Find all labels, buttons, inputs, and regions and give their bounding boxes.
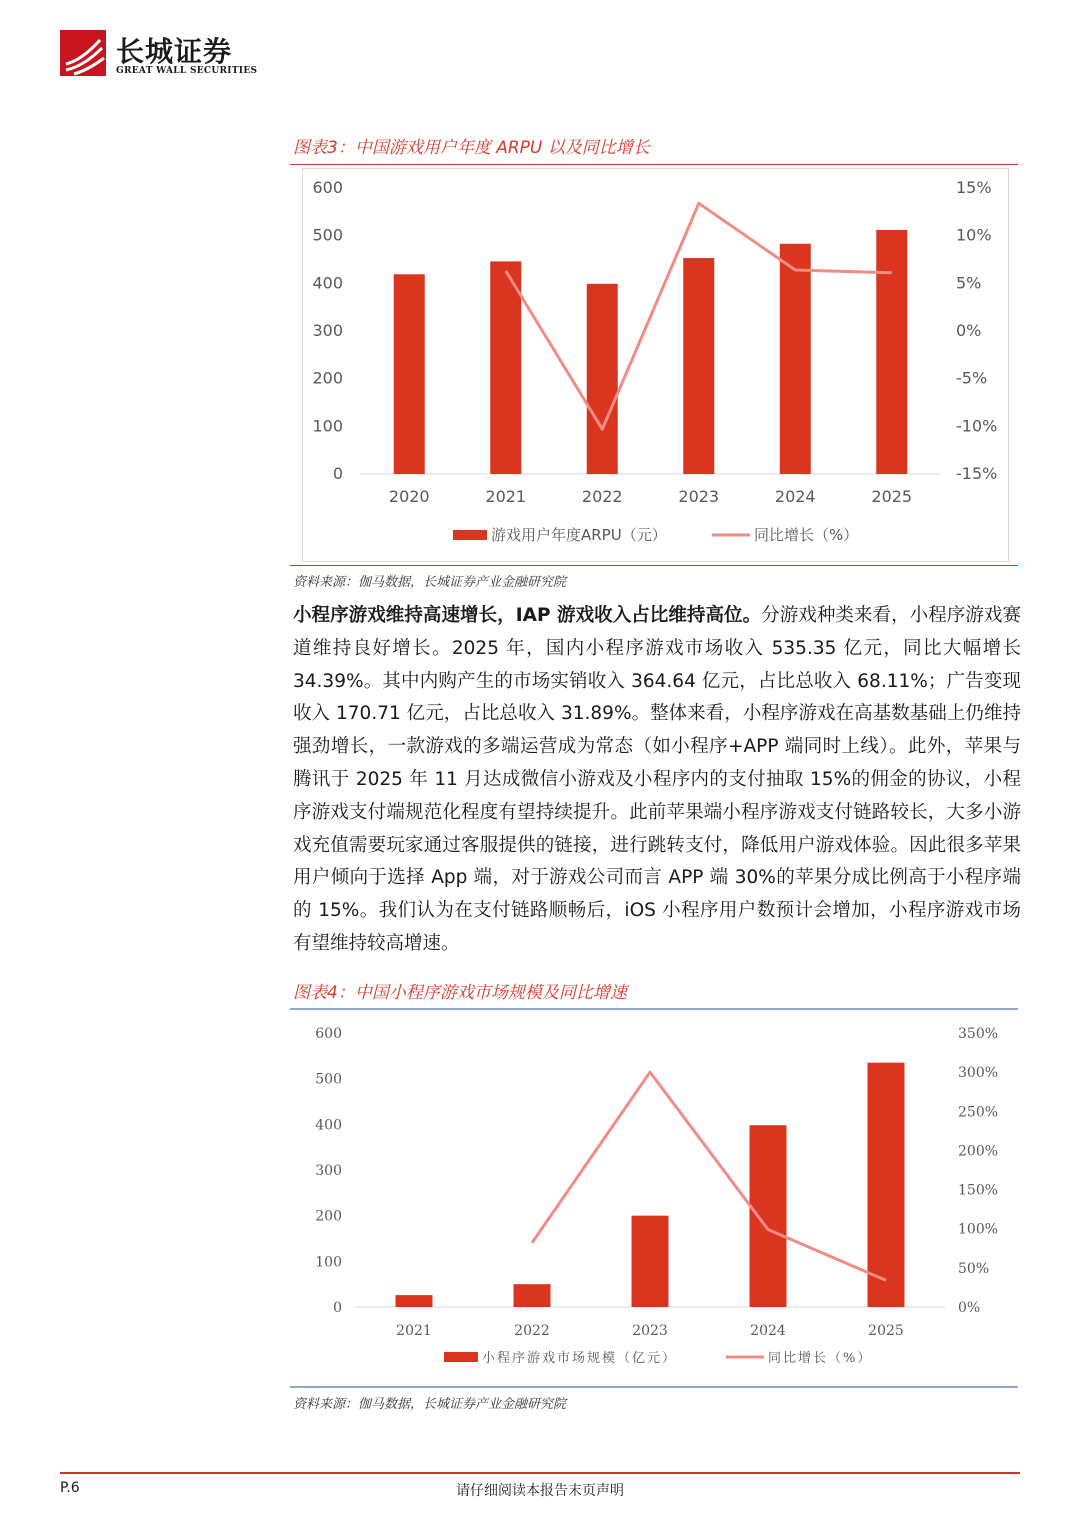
fig4-left-tick-label: 300 (315, 1163, 342, 1179)
logo-company-name-en: GREAT WALL SECURITIES (116, 66, 258, 76)
fig3-left-tick-label: 200 (312, 368, 343, 388)
figure4-top-rule (290, 1008, 1018, 1010)
figure3-chart (302, 168, 1009, 562)
figure4-title: 图表4：中国小程序游戏市场规模及同比增速 (293, 983, 627, 1003)
figure3-top-rule (290, 164, 1018, 165)
fig4-left-tick-label: 600 (315, 1026, 342, 1042)
fig3-right-tick-label: 5% (956, 273, 982, 293)
fig4-x-tick-label: 2024 (750, 1323, 786, 1339)
fig4-left-tick-label: 400 (315, 1117, 342, 1134)
fig4-bar (632, 1216, 669, 1307)
fig4-left-tick-label: 0 (333, 1300, 342, 1316)
fig3-bar (587, 284, 618, 474)
figure4-source: 资料来源：伽马数据，长城证券产业金融研究院 (293, 1397, 567, 1412)
fig4-right-tick-label: 200% (958, 1143, 999, 1160)
fig3-x-tick-label: 2020 (388, 487, 430, 506)
fig3-bar (490, 261, 521, 474)
fig4-right-tick-label: 0% (958, 1300, 981, 1316)
fig3-bar (876, 230, 907, 474)
fig4-x-tick-label: 2022 (514, 1323, 550, 1339)
fig4-left-tick-label: 100 (315, 1254, 342, 1271)
fig3-x-tick-label: 2023 (678, 487, 720, 506)
footer-disclaimer: 请仔细阅读本报告末页声明 (456, 1483, 624, 1499)
body-paragraph (293, 600, 1021, 961)
fig4-right-tick-label: 150% (958, 1182, 999, 1199)
fig4-left-tick-label: 200 (315, 1208, 342, 1225)
fig4-bar (396, 1295, 433, 1307)
fig4-left-tick-label: 500 (315, 1071, 342, 1088)
fig3-right-tick-label: -15% (956, 464, 998, 483)
fig4-right-tick-label: 350% (958, 1026, 999, 1042)
fig3-legend-bar-label: 游戏用户年度ARPU（元） (491, 526, 667, 544)
fig3-left-tick-label: 300 (312, 321, 343, 340)
paragraph-text: 分游戏种类来看，小程序游戏赛道维持良好增长。2025 年，国内小程序游戏市场收入 535.35 亿元，同比大幅增长 34.39%。其中内购产生的市场实销收入 364.64 亿元，占比总收入 68.11%；广告变现收入 170.71 亿元，占比总收入 31.89%。整体来看，小程序游戏在高基数基础上仍维持强劲增长，一款游戏的多端运营成为常态（如小程序+APP 端同时上线）。此外，苹果与腾讯于 2025 年 11 月达成微信小游戏及小程序内的支付抽取 15%的佣金的协议，小程序游戏支付端规范化程度有望持续提升。此前苹果端小程序游戏支付链路较长，大多小游戏充值需要玩家通过客服提供的链接，进行跳转支付，降低用户游戏体验。因此很多苹果用户倾向于选择 App 端，对于游戏公司而言 APP 端 30%的苹果分成比例高于小程序端的 15%。我们认为在支付链路顺畅后，iOS 小程序用户数预计会增加，小程序游戏市场有望维持较高增速。 (293, 605, 1021, 954)
fig4-bar (514, 1284, 551, 1307)
fig4-right-tick-label: 100% (958, 1221, 999, 1238)
figure3-title: 图表3：中国游戏用户年度 ARPU 以及同比增长 (293, 138, 650, 158)
fig3-x-tick-label: 2021 (485, 487, 527, 506)
fig3-x-tick-label: 2022 (581, 487, 623, 506)
figure4-chart (292, 1012, 1006, 1384)
fig3-x-tick-label: 2025 (871, 487, 913, 506)
fig4-legend-line-label: 同比增长（%） (768, 1351, 873, 1366)
fig4-legend-bar-swatch (444, 1352, 478, 1362)
figure3-chart-svg (303, 169, 1008, 561)
fig3-bar (394, 274, 425, 474)
fig3-right-tick-label: -5% (956, 368, 988, 388)
fig4-legend-bar-label: 小程序游戏市场规模（亿元） (482, 1351, 678, 1366)
fig4-bar (868, 1063, 905, 1307)
fig4-x-tick-label: 2021 (396, 1323, 432, 1339)
fig3-right-tick-label: 0% (956, 321, 982, 340)
fig3-left-tick-label: 100 (312, 416, 343, 436)
fig4-right-tick-label: 50% (958, 1260, 990, 1277)
fig3-bar (683, 258, 714, 474)
fig3-left-tick-label: 400 (312, 273, 343, 293)
fig3-x-tick-label: 2024 (774, 487, 816, 506)
footer-rule (60, 1472, 1020, 1474)
fig3-bar (780, 244, 811, 474)
figure4-chart-svg (292, 1012, 1006, 1384)
fig3-right-tick-label: 15% (956, 178, 992, 197)
fig3-legend-bar-swatch (453, 530, 487, 540)
fig4-x-tick-label: 2025 (868, 1323, 904, 1339)
fig4-growth-line (532, 1072, 886, 1280)
fig3-right-tick-label: -10% (956, 416, 998, 436)
figure4-bottom-rule (290, 1386, 1018, 1388)
fig4-x-tick-label: 2023 (632, 1323, 668, 1339)
page-number: P.6 (60, 1480, 80, 1496)
fig3-left-tick-label: 0 (332, 464, 343, 483)
figure3-source: 资料来源：伽马数据，长城证券产业金融研究院 (293, 575, 567, 590)
fig4-right-tick-label: 250% (958, 1104, 999, 1121)
fig3-legend-line-label: 同比增长（%） (754, 526, 859, 544)
logo-mark-icon (60, 30, 106, 76)
fig3-right-tick-label: 10% (956, 225, 992, 245)
fig3-left-tick-label: 500 (312, 225, 343, 245)
fig4-bar (750, 1125, 787, 1307)
logo-company-name: 长城证券 (116, 35, 233, 68)
company-logo (60, 30, 258, 80)
figure3-bottom-rule (290, 565, 1018, 566)
fig4-right-tick-label: 300% (958, 1065, 999, 1082)
paragraph-lead: 小程序游戏维持高速增长，IAP 游戏收入占比维持高位。 (293, 605, 762, 626)
fig3-left-tick-label: 600 (312, 178, 343, 197)
